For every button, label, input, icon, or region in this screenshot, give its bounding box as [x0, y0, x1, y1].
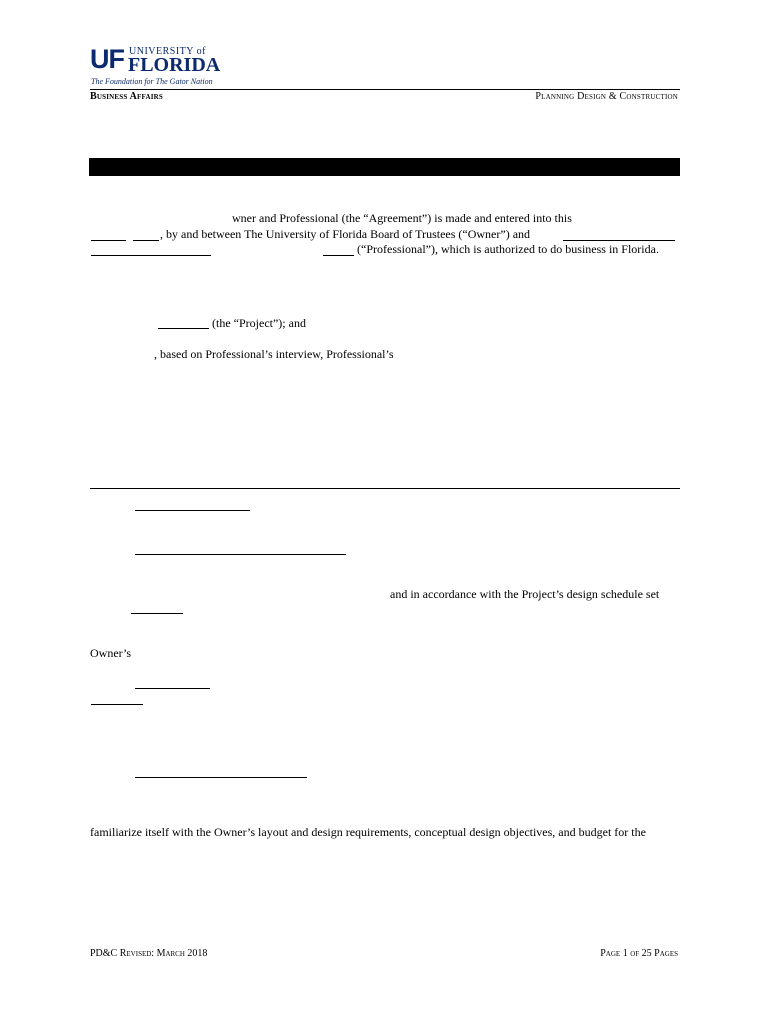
interview-line: , based on Professional’s interview, Professional’s — [154, 347, 394, 361]
project-line: (the “Project”); and — [212, 316, 306, 330]
blank-entity — [323, 255, 354, 256]
header-rule — [90, 89, 680, 90]
familiarize-line: familiarize itself with the Owner’s layout and design requirements, conceptual design objectives, and budget for the — [90, 825, 646, 839]
section-rule — [90, 488, 680, 489]
logo-florida: FLORIDA — [128, 54, 221, 76]
university-logo — [90, 45, 240, 88]
footer-revised: PD&C Revised: March 2018 — [90, 948, 208, 959]
owners-line: Owner’s — [90, 646, 132, 660]
blank-field-5 — [91, 704, 143, 705]
logo-tagline: The Foundation for The Gator Nation — [91, 77, 213, 86]
blank-month — [133, 240, 159, 241]
agreement-line-1: wner and Professional (the “Agreement”) is made and entered into this — [232, 211, 572, 225]
schedule-line: and in accordance with the Project’s design schedule set — [390, 587, 660, 601]
blank-field-1 — [135, 510, 250, 511]
logo-university-of: UNIVERSITY of — [129, 46, 206, 57]
blank-project-name — [158, 328, 209, 329]
blank-field-3 — [131, 613, 183, 614]
blank-professional-name — [563, 240, 675, 241]
blank-day — [91, 240, 126, 241]
blank-field-4 — [135, 688, 210, 689]
footer-page-number: Page 1 of 25 Pages — [600, 948, 678, 959]
blank-professional-address — [91, 255, 211, 256]
header-planning-design: Planning Design & Construction — [535, 91, 678, 102]
header-business-affairs: Business Affairs — [90, 91, 163, 102]
logo-uf: UF — [90, 44, 124, 74]
title-bar — [89, 158, 680, 176]
blank-field-6 — [135, 777, 307, 778]
agreement-line-2: , by and between The University of Florida Board of Trustees (“Owner”) and — [160, 227, 531, 241]
blank-field-2 — [135, 554, 346, 555]
agreement-line-3: (“Professional”), which is authorized to do business in Florida. — [357, 242, 659, 256]
